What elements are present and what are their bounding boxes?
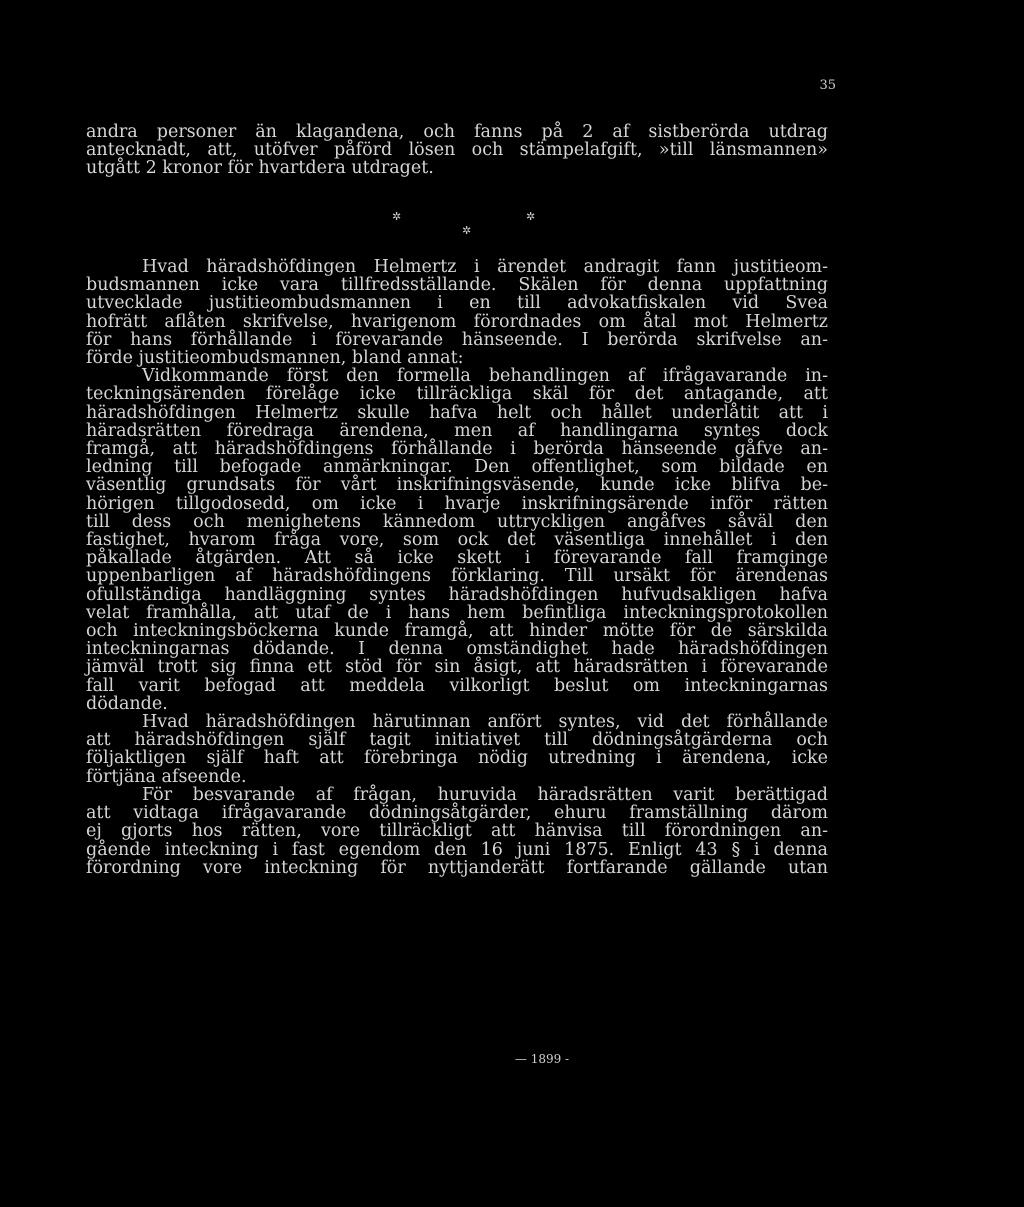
text-line: utgått 2 kronor för hvartdera utdraget.: [86, 158, 434, 179]
text-line: Hvad häradshöfdingen Helmertz i ärendet andragit fann justitieom-: [142, 257, 828, 277]
text-line: ledning till befogade anmärkningar. Den offentlighet, som bildade en: [86, 457, 828, 478]
text-line: dödande.: [86, 693, 168, 714]
text-line: För besvarande af frågan, huruvida häradsrätten varit berättigad: [142, 784, 828, 805]
asterism-star: ✲: [392, 210, 402, 223]
text-line: att vidtaga ifrågavarande dödningsåtgärder, ehuru framställning därom: [86, 803, 828, 824]
section-separator: [0, 210, 1024, 240]
text-line: till dess och menighetens kännedom uttryckligen angåfves såväl den: [86, 511, 828, 532]
asterism-star: ✲: [526, 210, 536, 223]
text-line: Hvad häradshöfdingen härutinnan anfört syntes, vid det förhållande: [142, 712, 828, 733]
text-line: hofrätt aflåten skrifvelse, hvarigenom förordnades om åtal mot Helmertz: [86, 311, 828, 332]
text-line: framgå, att häradshöfdingens förhållande i berörda hänseende gåfve an-: [86, 439, 828, 460]
text-line: velat framhålla, att utaf de i hans hem befintliga inteckningsprotokollen: [86, 602, 828, 623]
text-line: jämväl trott sig finna ett stöd för sin åsigt, att häradsrätten i förevarande: [86, 657, 828, 678]
text-line: följaktligen själf haft att förebringa nödig utredning i ärendena, icke: [86, 748, 828, 769]
text-line: och inteckningsböckerna kunde framgå, att hinder mötte för de särskilda: [86, 621, 828, 642]
text-line: förde justitieombudsmannen, bland annat:: [86, 348, 464, 369]
text-line: förordning vore inteckning för nyttjanderätt fortfarande gällande utan: [86, 857, 828, 878]
text-line: ej gjorts hos rätten, vore tillräckligt att hänvisa till förordningen an-: [86, 821, 828, 842]
text-line: häradshöfdingen Helmertz skulle hafva helt och hållet underlåtit att i: [86, 402, 828, 423]
text-line: väsentlig grundsats för vårt inskrifningsväsende, kunde icke blifva be-: [86, 475, 828, 496]
text-line: uppenbarligen af häradshöfdingens förklaring. Till ursäkt för ärendenas: [86, 566, 828, 587]
text-line: för hans förhållande i förevarande hänseende. I berörda skrifvelse an-: [86, 329, 828, 350]
text-line: förtjäna afseende.: [86, 766, 247, 787]
text-line: hörigen tillgodosedd, om icke i hvarje inskrifningsärende inför rätten: [86, 493, 828, 514]
text-line: antecknadt, att, utöfver påförd lösen och stämpelafgift, »till länsmannen»: [86, 140, 828, 161]
text-line: budsmannen icke vara tillfredsställande. Skälen för denna uppfattning: [86, 275, 828, 296]
text-line: att häradshöfdingen själf tagit initiativet till dödningsåtgärderna och: [86, 730, 828, 751]
text-line: inteckningarnas dödande. I denna omständighet hade häradshöfdingen: [86, 639, 828, 660]
text-line: häradsrätten föredraga ärendena, men af handlingarna syntes dock: [86, 420, 828, 441]
page-number: 35: [819, 78, 836, 93]
text-line: fall varit befogad att meddela vilkorligt beslut om inteckningarnas: [86, 675, 828, 696]
text-line: fastighet, hvarom fråga vore, som ock det väsentliga innehållet i den: [86, 530, 828, 551]
text-line: ofullständiga handläggning syntes häradshöfdingen hufvudsakligen hafva: [86, 584, 828, 605]
text-line: gående inteckning i fast egendom den 16 juni 1875. Enligt 43 § i denna: [86, 839, 828, 860]
text-line: Vidkommande först den formella behandlingen af ifrågavarande in-: [142, 366, 828, 387]
main-text: [86, 258, 828, 877]
text-line: teckningsärenden förelåge icke tillräckliga skäl för det antagande, att: [86, 384, 828, 405]
text-line: utvecklade justitieombudsmannen i en till advokatfiskalen vid Svea: [86, 293, 828, 314]
asterism-star: ✲: [462, 224, 472, 237]
paragraph-1: [86, 123, 828, 178]
page-footer: — 1899 -: [514, 1052, 570, 1066]
text-line: andra personer än klagandena, och fanns på 2 af sistberörda utdrag: [86, 122, 828, 142]
text-line: påkallade åtgärden. Att så icke skett i förevarande fall framginge: [86, 548, 828, 569]
